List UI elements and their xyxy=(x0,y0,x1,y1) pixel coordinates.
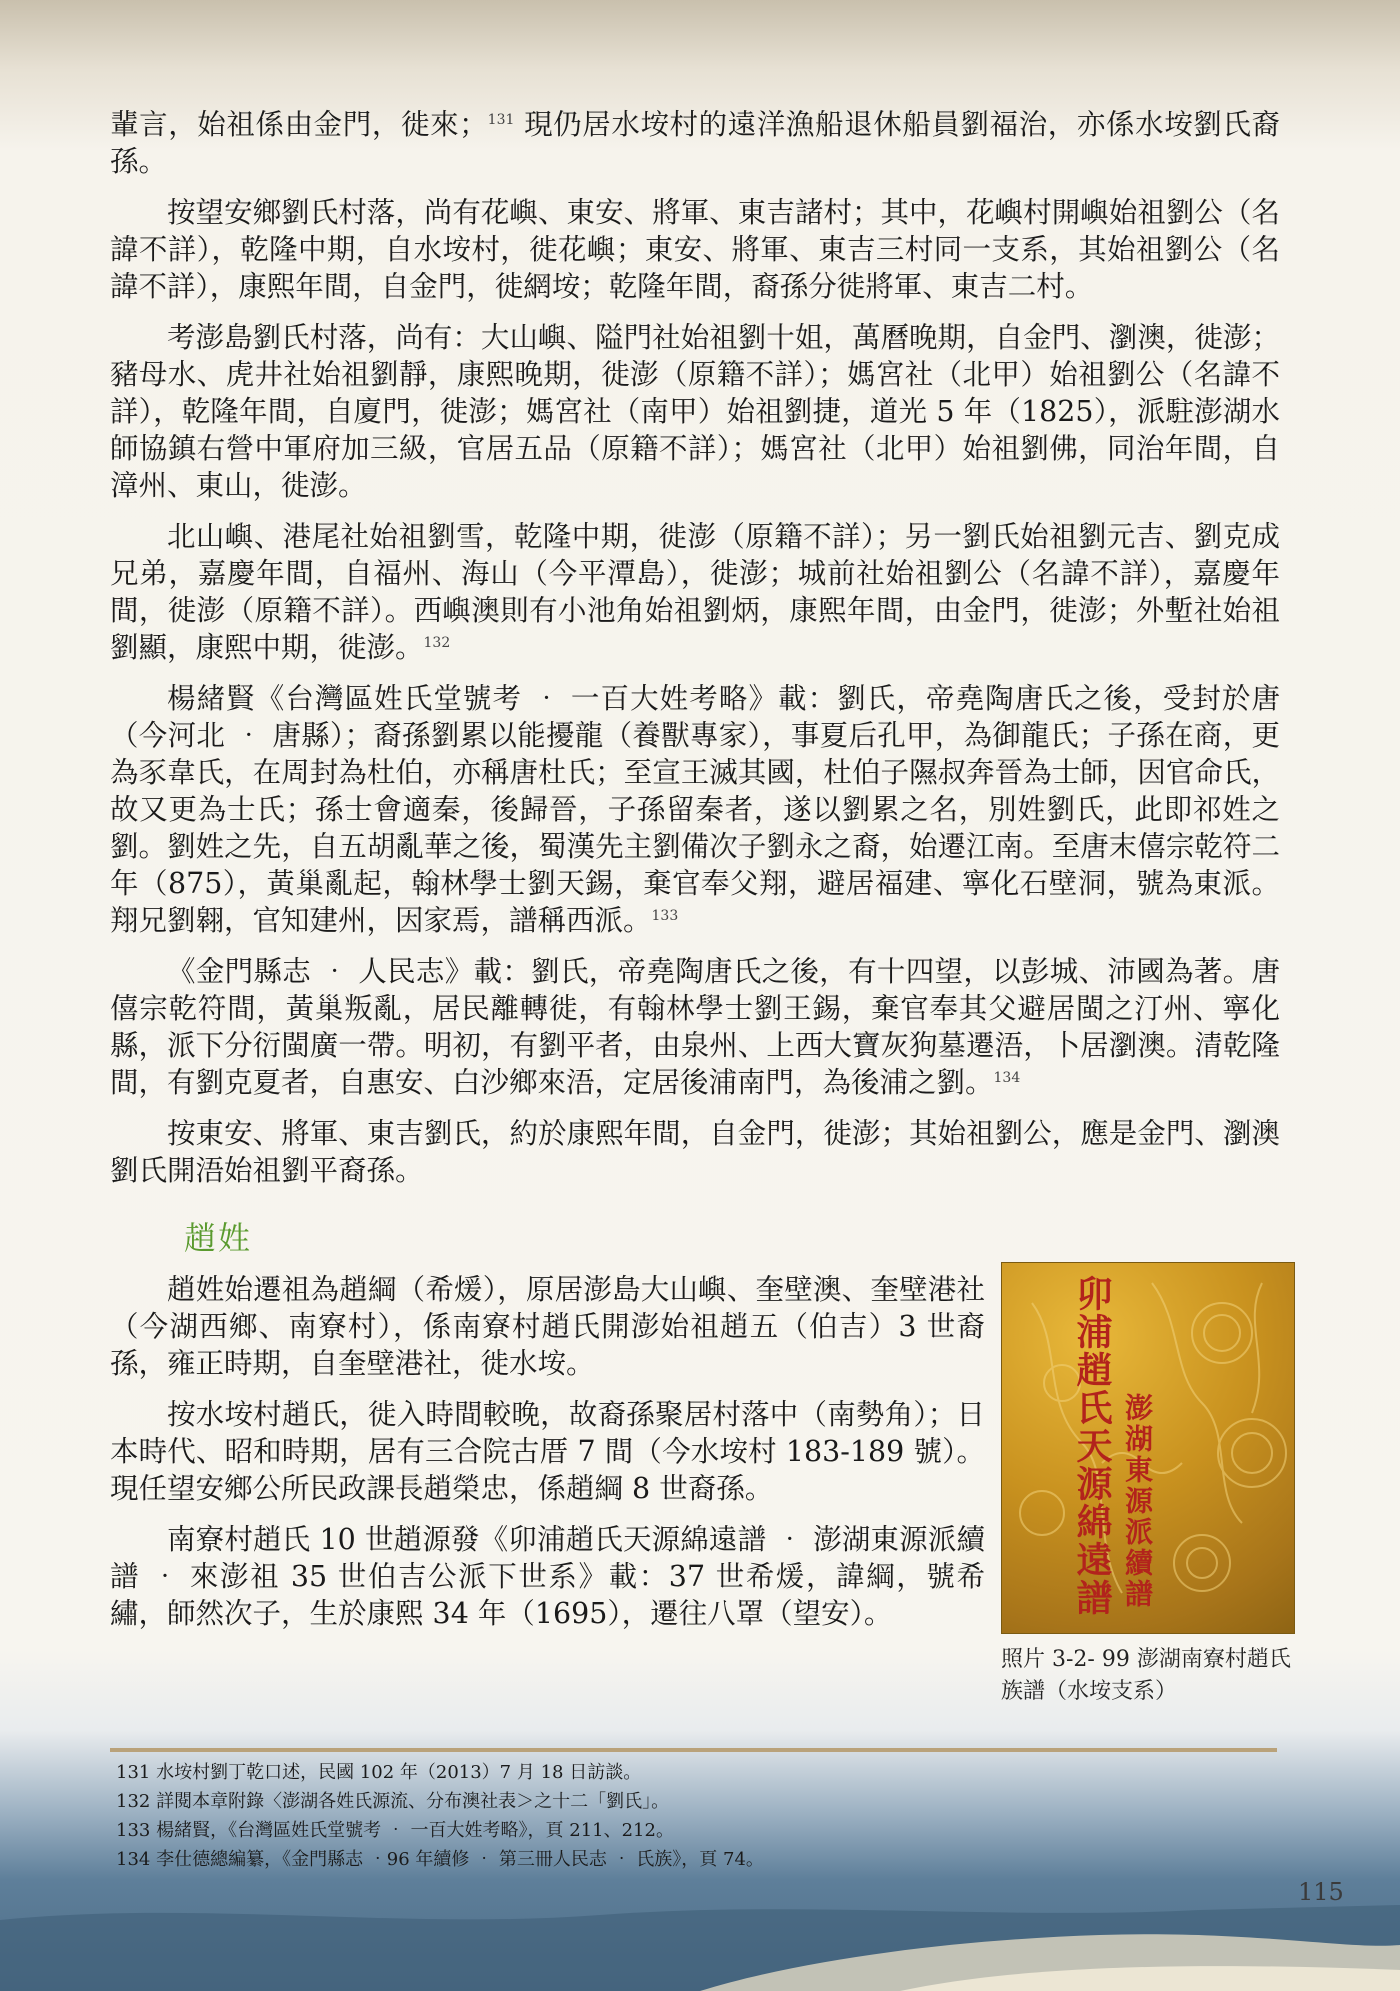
body-paragraph: 按望安鄉劉氏村落，尚有花嶼、東安、將軍、東吉諸村；其中，花嶼村開嶼始祖劉公（名諱不詳），乾隆中期，自水垵村，徙花嶼；東安、將軍、東吉三村同一支系，其始祖劉公（名諱不詳），康熙年間，自金門，徙網垵；乾隆年間，裔孫分徙將軍、東吉二村。 xyxy=(110,196,1280,303)
coastline-graphic xyxy=(0,1860,1400,1991)
footnote-133: 133 楊緒賢，《台灣區姓氏堂號考 ‧ 一百大姓考略》，頁 211、212。 xyxy=(116,1820,674,1841)
section-title: 趙姓 xyxy=(184,1219,253,1257)
body-paragraph: 北山嶼、港尾社始祖劉雪，乾隆中期，徙澎（原籍不詳）；另一劉氏始祖劉元吉、劉克成兄弟，嘉慶年間，自福州、海山（今平潭島），徙澎；城前社始祖劉公（名諱不詳），嘉慶年間，徙澎（原籍不詳）。西嶼澳則有小池角始祖劉炳，康熙年間，由金門，徙澎；外塹社始祖劉顯，康熙中期，徙澎。$^{132}$ xyxy=(110,520,1280,664)
page-number: 115 xyxy=(1298,1878,1344,1906)
genealogy-book-photo xyxy=(1001,1262,1295,1634)
body-paragraph: 南寮村趙氏 10 世趙源發《卯浦趙氏天源綿遠譜 ‧ 澎湖東源派續譜 ‧ 來澎祖 35 世伯吉公派下世系》載：37 世希煖，諱綱，號希繡，師然次子，生於康熙 34 年（1695），遷往八罩（望安）。 xyxy=(110,1523,985,1630)
footnote-mark-131: 131 xyxy=(487,112,515,128)
body-paragraph: 輩言，始祖係由金門，徙來；$^{131}$ 現仍居水垵村的遠洋漁船退休船員劉福治，亦係水垵劉氏裔孫。 xyxy=(110,108,1280,178)
photo-figure xyxy=(1001,1262,1293,1708)
footnote-mark-133: 133 xyxy=(651,908,679,924)
footnote-132: 132 詳閱本章附錄〈澎湖各姓氏源流、分布澳社表＞之十二「劉氏」。 xyxy=(116,1791,670,1812)
footnote-mark-134: 134 xyxy=(993,1070,1021,1086)
footnote-131: 131 水垵村劉丁乾口述，民國 102 年（2013）7 月 18 日訪談。 xyxy=(116,1762,642,1783)
body-paragraph: 《金門縣志 ‧ 人民志》載：劉氏，帝堯陶唐氏之後，有十四望，以彭城、沛國為著。唐僖宗乾符間，黃巢叛亂，居民離轉徙，有翰林學士劉王錫，棄官奉其父避居閩之汀州、寧化縣，派下分衍閩廣一帶。明初，有劉平者，由泉州、上西大寶灰狗墓遷浯，卜居瀏澳。清乾隆間，有劉克夏者，自惠安、白沙鄉來浯，定居後浦南門，為後浦之劉。$^{134}$ xyxy=(110,955,1280,1099)
zhao-section xyxy=(110,1271,985,1632)
book-title: 卯浦趙氏天源綿遠譜 xyxy=(1071,1275,1113,1617)
book-subtitle: 澎湖東源派續譜 xyxy=(1121,1393,1154,1610)
body-paragraph: 楊緒賢《台灣區姓氏堂號考 ‧ 一百大姓考略》載：劉氏，帝堯陶唐氏之後，受封於唐（今河北 ‧ 唐縣）；裔孫劉累以能擾龍（養獸專家），事夏后孔甲，為御龍氏；子孫在商，更為豕韋氏，在周封為杜伯，亦稱唐杜氏；至宣王滅其國，杜伯子隰叔奔晉為士師，因官命氏，故又更為士氏；孫士會適秦，後歸晉，子孫留秦者，遂以劉累之名，別姓劉氏，此即祁姓之劉。劉姓之先，自五胡亂華之後，蜀漢先主劉備次子劉永之裔，始遷江南。至唐末僖宗乾符二年（875），黃巢亂起，翰林學士劉天錫，棄官奉父翔，避居福建、寧化石壁洞，號為東派。翔兄劉翱，官知建州，因家焉，譜稱西派。$^{133}$ xyxy=(110,682,1280,937)
body-paragraph: 按水垵村趙氏，徙入時間較晚，故裔孫聚居村落中（南勢角）；日本時代、昭和時期，居有三合院古厝 7 間（今水垵村 183-189 號）。現任望安鄉公所民政課長趙榮忠，係趙綱 8 世裔孫。 xyxy=(110,1398,985,1505)
footnote-134: 134 李仕德總編纂，《金門縣志 ‧96 年續修 ‧ 第三冊人民志 ‧ 氏族》，頁 74。 xyxy=(116,1849,764,1870)
body-paragraph: 考澎島劉氏村落，尚有：大山嶼、隘門社始祖劉十姐，萬曆晚期，自金門、瀏澳，徙澎；豬母水、虎井社始祖劉靜，康熙晚期，徙澎（原籍不詳）；媽宮社（北甲）始祖劉公（名諱不詳），乾隆年間，自廈門，徙澎；媽宮社（南甲）始祖劉捷，道光 5 年（1825），派駐澎湖水師協鎮右營中軍府加三級，官居五品（原籍不詳）；媽宮社（北甲）始祖劉佛，同治年間，自漳州、東山，徙澎。 xyxy=(110,321,1280,502)
photo-caption: 照片 3-2- 99 澎湖南寮村趙氏族譜（水垵支系） xyxy=(1001,1647,1291,1704)
body-paragraph: 趙姓始遷祖為趙綱（希煖），原居澎島大山嶼、奎壁澳、奎壁港社（今湖西鄉、南寮村），係南寮村趙氏開澎始祖趙五（伯吉）3 世裔孫，雍正時期，自奎壁港社，徙水垵。 xyxy=(110,1273,985,1380)
footnote-divider xyxy=(110,1748,1277,1752)
footnote-mark-132: 132 xyxy=(423,635,451,651)
footnotes xyxy=(116,1758,1276,1874)
body-paragraph: 按東安、將軍、東吉劉氏，約於康熙年間，自金門，徙澎；其始祖劉公，應是金門、瀏澳劉氏開浯始祖劉平裔孫。 xyxy=(110,1117,1280,1187)
